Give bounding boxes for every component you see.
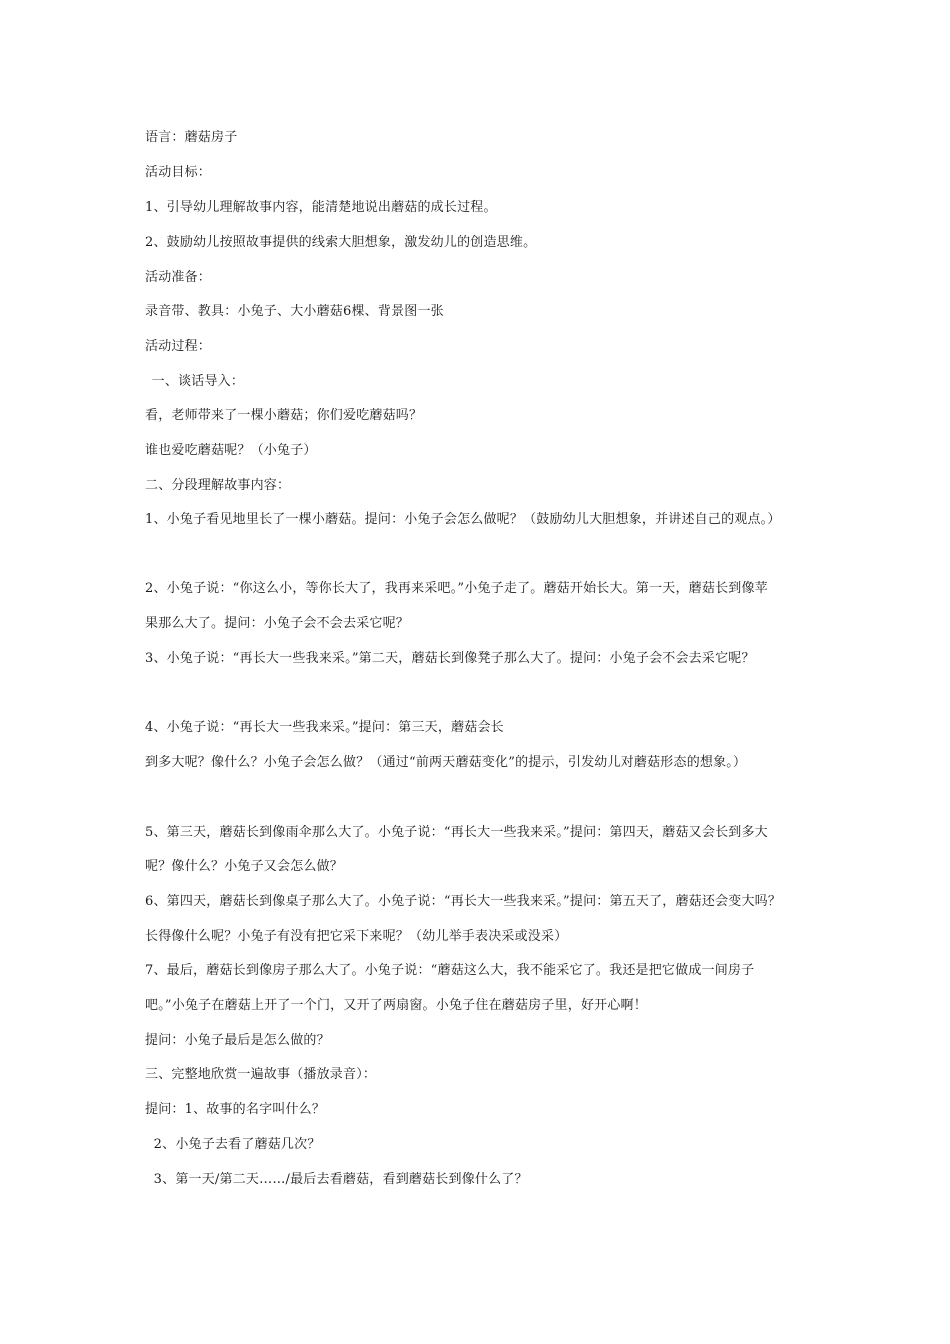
story-item-7: 7、最后，蘑菇长到像房子那么大了。小兔子说：“蘑菇这么大，我不能采它了。我还是把它做成一间房子 bbox=[145, 963, 755, 978]
section-heading-preparation: 活动准备： bbox=[145, 270, 212, 285]
question-2: 2、小兔子去看了蘑菇几次？ bbox=[145, 1137, 321, 1152]
preparation-materials: 录音带、教具：小兔子、大小蘑菇6棵、背景图一张 bbox=[145, 304, 444, 319]
story-item-2: 2、小兔子说：“你这么小，等你长大了，我再来采吧。”小兔子走了。蘑菇开始长大。第一天，蘑菇长到像苹 bbox=[145, 581, 768, 596]
story-item-5: 5、第三天，蘑菇长到像雨伞那么大了。小兔子说：“再长大一些我来采。”提问：第四天，蘑菇又会长到多大 bbox=[145, 825, 768, 840]
story-item-3: 3、小兔子说：“再长大一些我来采。”第二天，蘑菇长到像凳子那么大了。提问：小兔子会不会去采它呢？ bbox=[145, 651, 755, 666]
story-item-4: 4、小兔子说：“再长大一些我来采。”提问：第三天，蘑菇会长 bbox=[145, 720, 504, 735]
story-item-7-cont: 吧。”小兔子在蘑菇上开了一个门，又开了两扇窗。小兔子住在蘑菇房子里，好开心啊！ bbox=[145, 998, 647, 1013]
question-3: 3、第一天/第二天……/最后去看蘑菇，看到蘑菇长到像什么了？ bbox=[145, 1172, 528, 1187]
story-item-5-cont: 呢？像什么？小兔子又会怎么做？ bbox=[145, 859, 344, 874]
step-heading-2: 二、分段理解故事内容： bbox=[145, 478, 291, 493]
goal-item-1: 1、引导幼儿理解故事内容，能清楚地说出蘑菇的成长过程。 bbox=[145, 200, 497, 215]
question: 提问：小兔子最后是怎么做的？ bbox=[145, 1033, 330, 1048]
story-item-4-cont: 到多大呢？像什么？小兔子会怎么做？（通过“前两天蘑菇变化”的提示，引发幼儿对蘑菇形态的想象。） bbox=[145, 755, 747, 770]
story-item-1: 1、小兔子看见地里长了一棵小蘑菇。提问：小兔子会怎么做呢？（鼓励幼儿大胆想象，并讲述自己的观点。） bbox=[145, 512, 781, 527]
step-heading-3: 三、完整地欣赏一遍故事（播放录音）： bbox=[145, 1067, 377, 1082]
step-heading-1: 一、谈话导入： bbox=[143, 374, 245, 389]
paragraph: 看，老师带来了一棵小蘑菇；你们爱吃蘑菇吗？ bbox=[145, 408, 423, 423]
story-item-2-cont: 果那么大了。提问：小兔子会不会去采它呢？ bbox=[145, 616, 410, 631]
paragraph: 谁也爱吃蘑菇呢？（小兔子） bbox=[145, 443, 317, 458]
section-heading-goals: 活动目标： bbox=[145, 165, 212, 180]
goal-item-2: 2、鼓励幼儿按照故事提供的线索大胆想象，激发幼儿的创造思维。 bbox=[145, 235, 537, 250]
lesson-title: 语言：蘑菇房子 bbox=[145, 130, 238, 145]
section-heading-process: 活动过程： bbox=[145, 339, 212, 354]
story-item-6: 6、第四天，蘑菇长到像桌子那么大了。小兔子说：“再长大一些我来采。”提问：第五天了，蘑菇还会变大吗？ bbox=[145, 894, 782, 909]
story-item-6-cont: 长得像什么呢？小兔子有没有把它采下来呢？（幼儿举手表决采或没采） bbox=[145, 929, 568, 944]
question-1: 提问：1、故事的名字叫什么？ bbox=[145, 1102, 326, 1117]
